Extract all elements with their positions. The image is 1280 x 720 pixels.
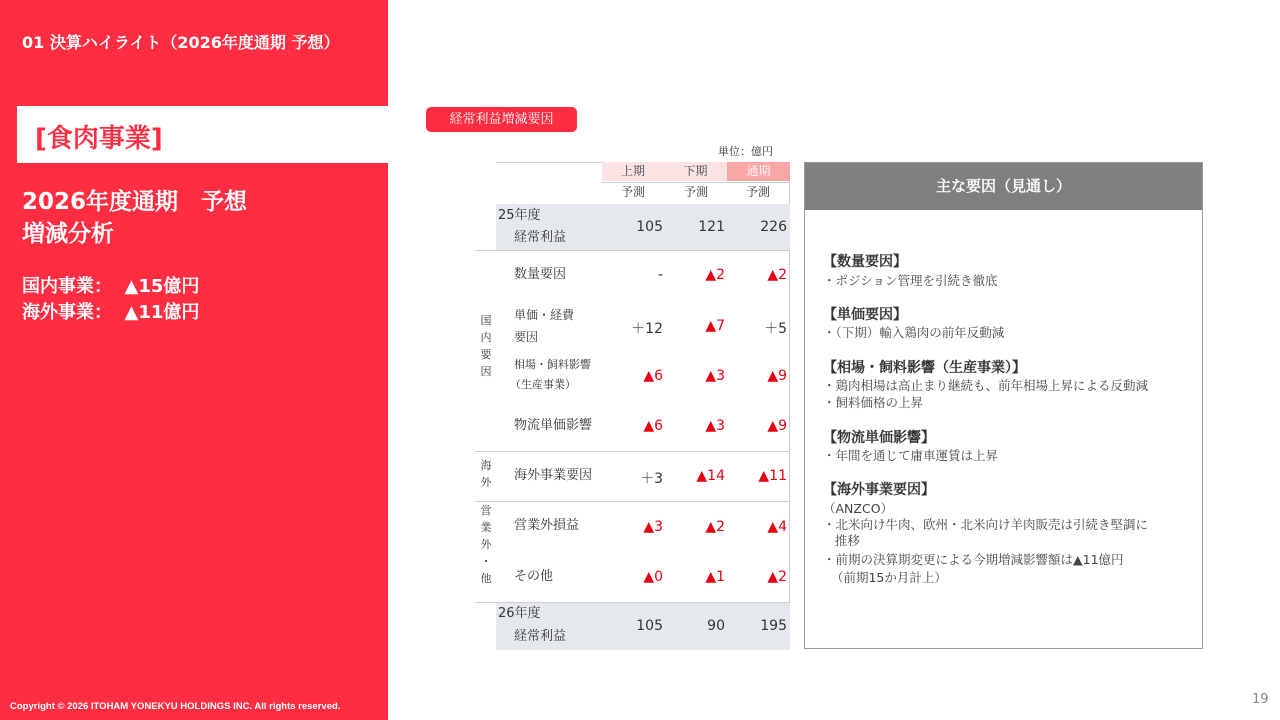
prev-value-h1: 105 <box>636 219 663 235</box>
price-label-2: 要因 <box>514 330 539 344</box>
factor-volume-heading: 【数量要因】 <box>823 254 907 270</box>
overseas-value-full: ▲11 <box>758 468 787 484</box>
side-label-domestic: 国 内 要 因 <box>480 314 492 378</box>
logistics-label: 物流単価影響 <box>514 418 593 433</box>
factor-volume-text: ・ポジション管理を引続き徹底 <box>823 273 998 288</box>
divider <box>475 451 790 452</box>
nonop-value-h2: ▲2 <box>705 519 725 535</box>
market-label-1: 相場・飼料影響 <box>514 358 591 371</box>
forecast-title-line2: 増減分析 <box>22 221 114 247</box>
unit-label: 単位：億円 <box>718 145 773 158</box>
prev-value-h2: 121 <box>698 219 725 235</box>
price-value-full: ＋5 <box>764 321 787 337</box>
overseas-value-h1: ＋3 <box>640 471 663 487</box>
header-sub-forecast: 予測 <box>620 185 645 199</box>
factor-logistics-text: ・年間を通じて庸車運賃は上昇 <box>823 448 999 463</box>
prev-label-1: 25年度 <box>498 208 541 223</box>
factor-market-text-1: ・鶏肉相場は高止まり継続も、前年相場上昇による反動減 <box>823 378 1149 393</box>
other-label: その他 <box>514 569 554 584</box>
price-value-h1: ＋12 <box>631 321 663 337</box>
nonop-label: 営業外損益 <box>514 518 580 533</box>
volume-value-h2: ▲2 <box>705 267 725 283</box>
copyright: Copyright © 2026 ITOHAM YONEKYU HOLDINGS INC. All rights reserved. <box>10 701 341 712</box>
section-title: 01 決算ハイライト（2026年度通期 予想） <box>22 33 340 52</box>
forecast-title-line1: 2026年度通期 予想 <box>22 189 248 215</box>
table-title-pill: 経常利益増減要因 <box>426 107 577 132</box>
side-label-overseas: 海 外 <box>480 459 492 489</box>
other-value-h2: ▲1 <box>705 569 725 585</box>
factor-price-heading: 【単価要因】 <box>823 307 907 323</box>
factor-price-text: ・（下期）輸入鶏肉の前年反動減 <box>823 325 1005 340</box>
curr-value-h1: 105 <box>636 618 663 634</box>
volume-label: 数量要因 <box>514 267 567 282</box>
logistics-value-full: ▲9 <box>767 418 787 434</box>
logistics-value-h1: ▲6 <box>643 418 663 434</box>
header-sub-forecast: 予測 <box>683 185 708 199</box>
market-label-2: （生産事業） <box>510 378 576 391</box>
prev-value-full: 226 <box>760 219 787 235</box>
page-number: 19 <box>1252 692 1269 707</box>
volume-value-full: ▲2 <box>767 267 787 283</box>
market-value-h1: ▲6 <box>643 368 663 384</box>
price-label-1: 単価・経費 <box>514 308 575 322</box>
header-full-year: 通期 <box>727 162 790 181</box>
other-value-h1: ▲0 <box>643 569 663 585</box>
curr-value-full: 195 <box>760 618 787 634</box>
factor-overseas-heading: 【海外事業要因】 <box>823 482 935 498</box>
factor-logistics-heading: 【物流単価影響】 <box>823 430 935 446</box>
divider <box>475 250 790 251</box>
header-first-half: 上期 <box>602 162 664 181</box>
volume-value-h1: - <box>657 267 663 283</box>
curr-label-2: 経常利益 <box>514 629 567 644</box>
factor-overseas-text-4: ・前期の決算期変更による今期増減影響額は▲11億円 <box>823 552 1124 567</box>
factor-overseas-text-5: （前期15か月計上） <box>823 570 947 585</box>
overseas-value-h2: ▲14 <box>696 468 725 484</box>
overseas-label: 海外事業要因 <box>514 468 593 483</box>
divider <box>602 182 790 183</box>
factor-overseas-text-3: 推移 <box>823 533 860 548</box>
segment-box <box>17 106 388 163</box>
curr-label-1: 26年度 <box>498 606 541 621</box>
nonop-value-h1: ▲3 <box>643 519 663 535</box>
factor-overseas-text-1: （ANZCO） <box>823 501 894 516</box>
side-label-nonop: 営 業 外 ・ 他 <box>480 504 492 585</box>
other-value-full: ▲2 <box>767 569 787 585</box>
market-value-full: ▲9 <box>767 368 787 384</box>
key-factors-header: 主な要因（見通し） <box>805 163 1202 210</box>
curr-value-h2: 90 <box>707 618 725 634</box>
prev-label-2: 経常利益 <box>514 230 567 245</box>
summary <box>22 274 199 326</box>
logistics-value-h2: ▲3 <box>705 418 725 434</box>
header-sub-forecast: 予測 <box>745 185 770 199</box>
segment-label: [食肉事業] <box>35 124 163 154</box>
price-value-h2: ▲7 <box>705 318 725 334</box>
summary-domestic: 国内事業： ▲15億円 <box>22 276 200 297</box>
summary-overseas: 海外事業： ▲11億円 <box>22 302 200 323</box>
header-second-half: 下期 <box>664 162 727 181</box>
left-panel <box>0 0 388 720</box>
nonop-value-full: ▲4 <box>767 519 787 535</box>
divider <box>496 162 602 163</box>
profit-bridge-table <box>475 162 790 650</box>
factor-market-text-2: ・飼料価格の上昇 <box>823 395 924 410</box>
factor-market-heading: 【相場・飼料影響（生産事業）】 <box>823 360 1026 376</box>
divider <box>475 501 790 502</box>
factor-overseas-text-2: ・北米向け牛肉、欧州・北米向け羊肉販売は引続き堅調に <box>823 517 1149 532</box>
forecast-title <box>22 186 247 250</box>
market-value-h2: ▲3 <box>705 368 725 384</box>
key-factors-box <box>804 162 1203 649</box>
